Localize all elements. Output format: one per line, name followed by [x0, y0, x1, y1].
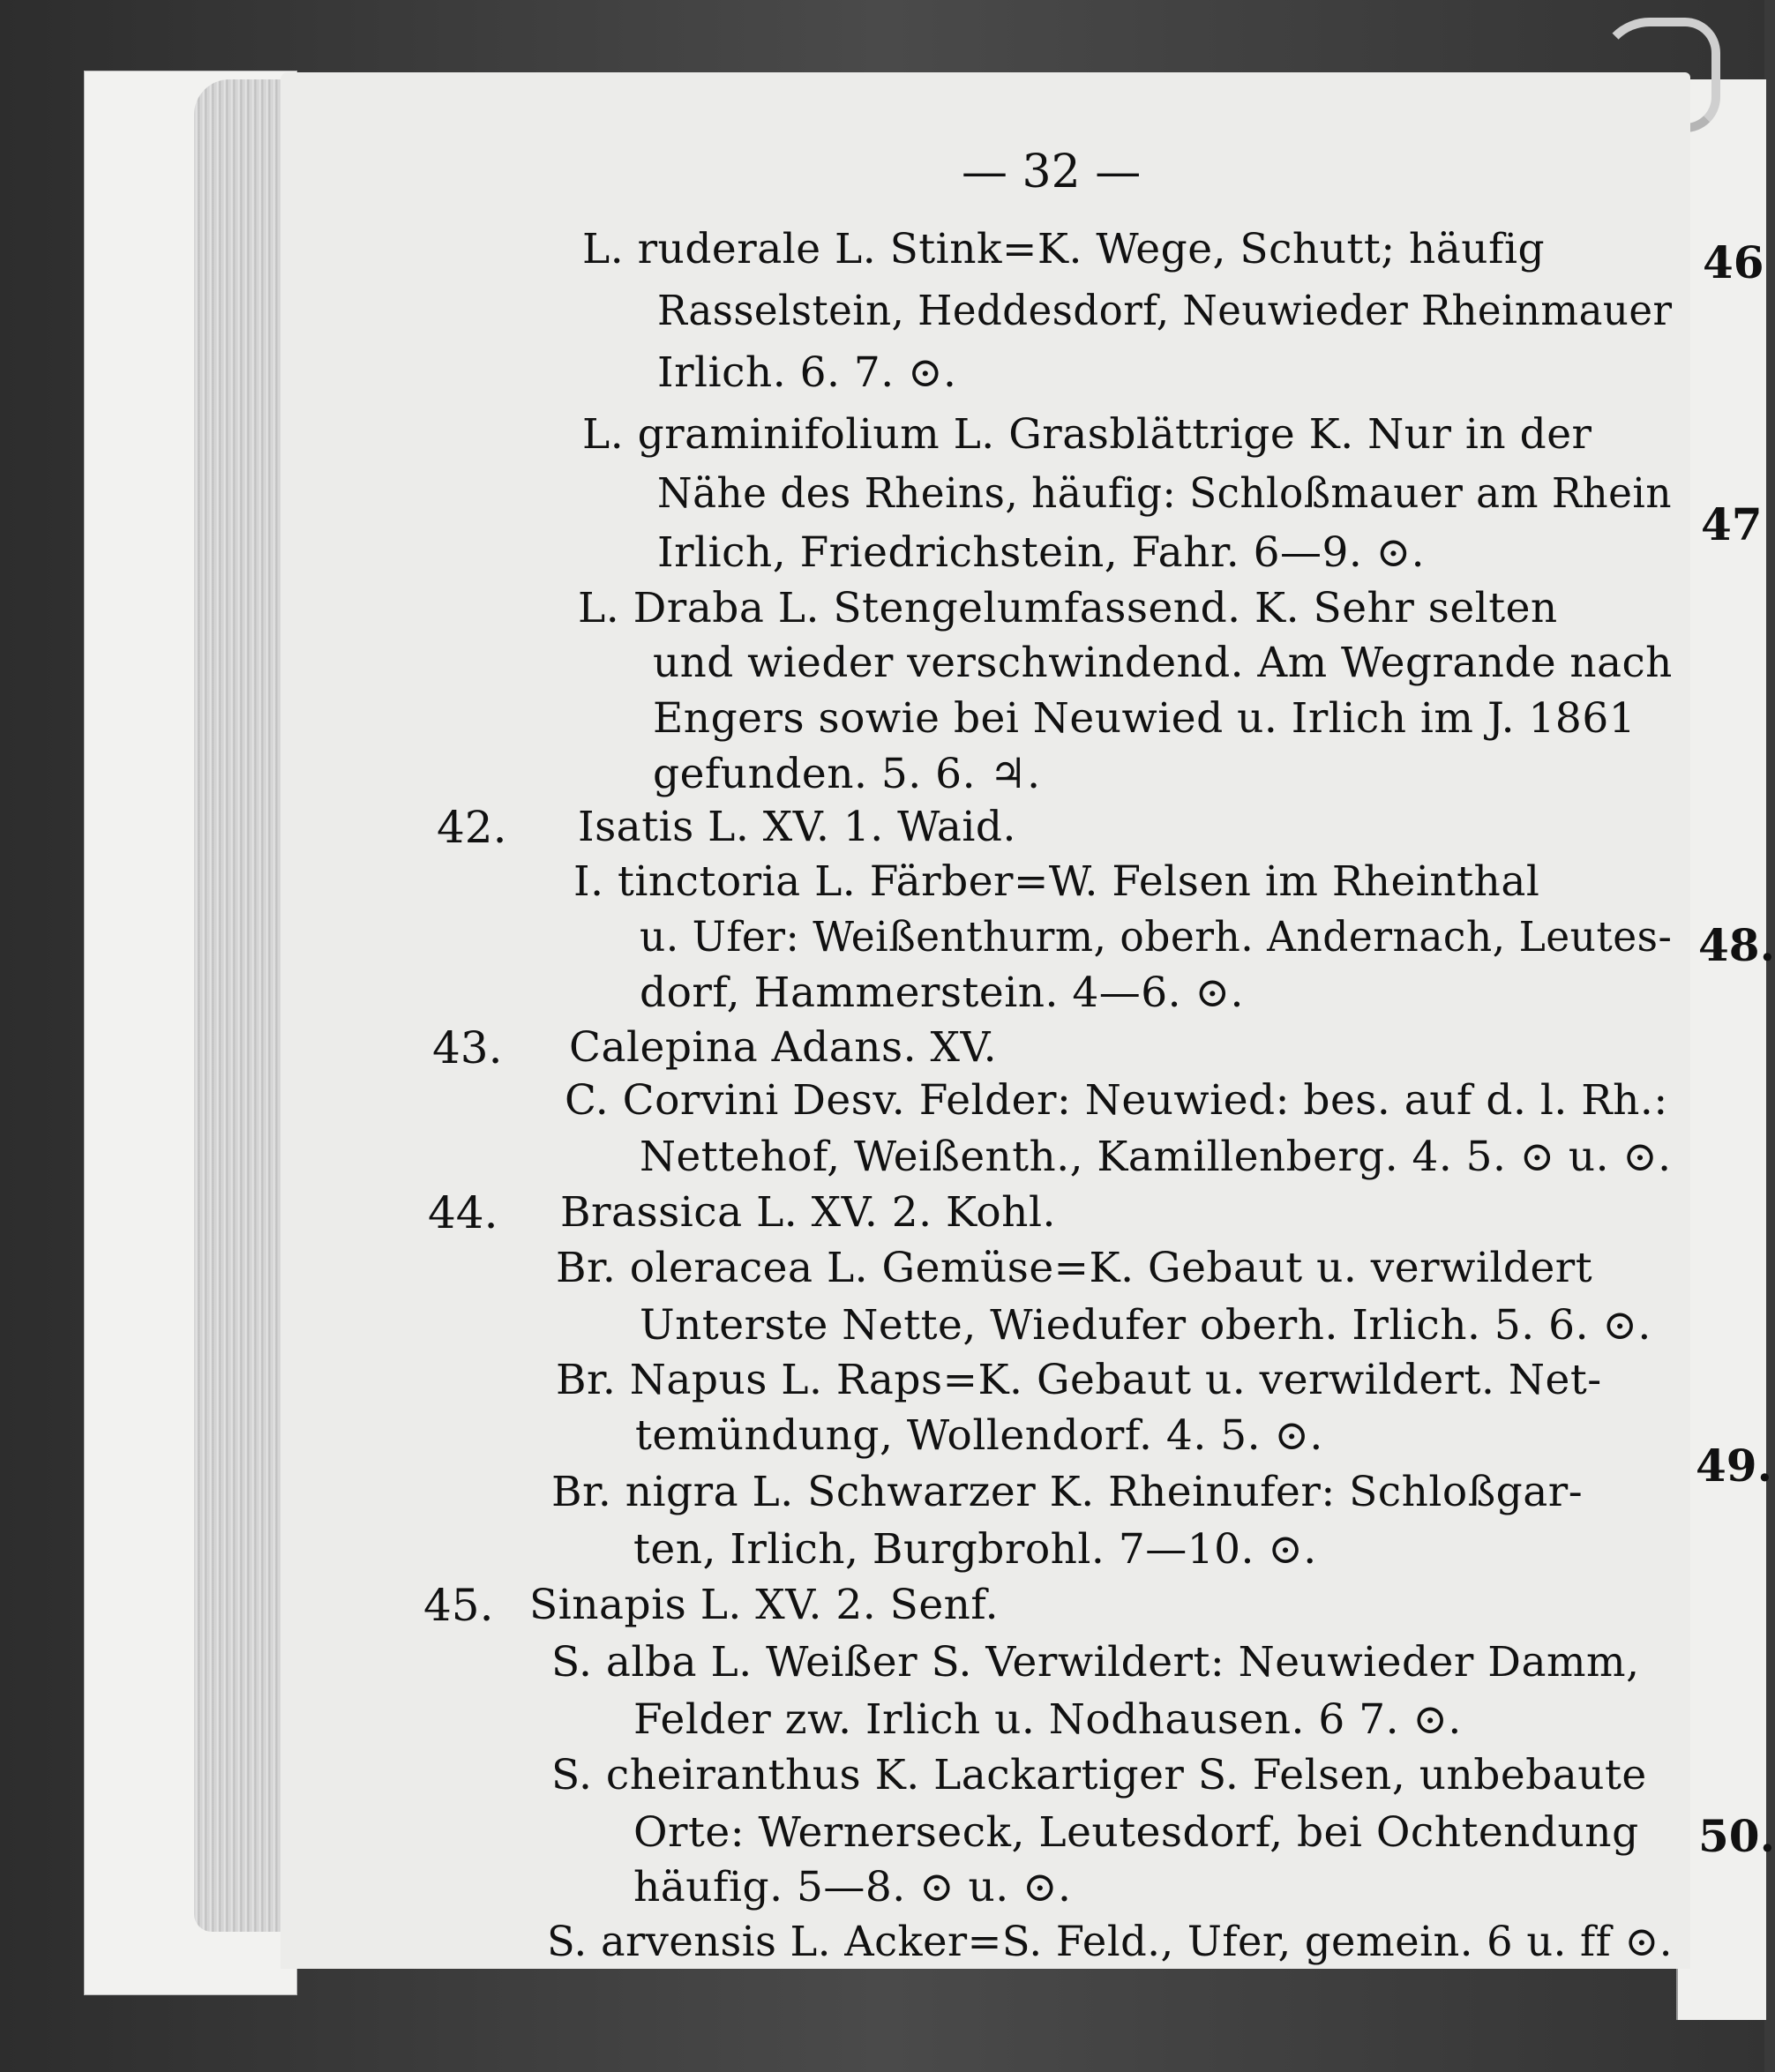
text-line: L. ruderale L. Stink=K. Wege, Schutt; häufig — [582, 225, 1546, 273]
page-number: — 32 — — [962, 146, 1142, 198]
text-line: S. arvensis L. Acker=S. Feld., Ufer, gemein. 6 u. ff ⊙. — [547, 1918, 1674, 1966]
facing-number: 49. — [1696, 1440, 1772, 1492]
text-line: Nettehof, Weißenth., Kamillenberg. 4. 5. ⊙ u. ⊙. — [640, 1133, 1672, 1181]
text-line: Felder zw. Irlich u. Nodhausen. 6 7. ⊙. — [633, 1695, 1462, 1744]
genus-number: 43. — [432, 1022, 503, 1073]
text-line: und wieder verschwindend. Am Wegrande nach — [653, 639, 1673, 687]
facing-number: 46 — [1703, 236, 1764, 288]
text-line: Brassica L. XV. 2. Kohl. — [560, 1188, 1056, 1237]
text-line: Nähe des Rheins, häufig: Schloßmauer am Rhein — [657, 469, 1672, 518]
text-line: L. Draba L. Stengelumfassend. K. Sehr selten — [578, 584, 1558, 632]
text-line: Calepina Adans. XV. — [569, 1023, 998, 1072]
text-line: Orte: Wernerseck, Leutesdorf, bei Ochtendung — [633, 1808, 1639, 1857]
text-line: Engers sowie bei Neuwied u. Irlich im J. 1861 — [653, 694, 1636, 743]
text-line: C. Corvini Desv. Felder: Neuwied: bes. auf d. l. Rh.: — [565, 1076, 1668, 1125]
facing-number: 48. — [1698, 919, 1775, 971]
text-line: häufig. 5—8. ⊙ u. ⊙. — [633, 1863, 1072, 1911]
genus-number: 45. — [423, 1580, 494, 1631]
text-line: temündung, Wollendorf. 4. 5. ⊙. — [635, 1411, 1323, 1460]
facing-number: 47 — [1701, 498, 1763, 550]
text-line: Br. oleracea L. Gemüse=K. Gebaut u. verwildert — [556, 1244, 1593, 1292]
text-line: gefunden. 5. 6. ♃. — [653, 750, 1041, 798]
text-line: Isatis L. XV. 1. Waid. — [578, 803, 1016, 851]
text-line: S. alba L. Weißer S. Verwildert: Neuwieder Damm, — [551, 1638, 1640, 1687]
text-line: Sinapis L. XV. 2. Senf. — [529, 1581, 1000, 1629]
genus-number: 42. — [437, 802, 507, 853]
text-line: ten, Irlich, Burgbrohl. 7—10. ⊙. — [633, 1525, 1317, 1574]
text-line: u. Ufer: Weißenthurm, oberh. Andernach, Leutes- — [640, 913, 1673, 961]
text-line: L. graminifolium L. Grasblättrige K. Nur in der — [582, 410, 1592, 459]
text-line: Unterste Nette, Wiedufer oberh. Irlich. 5. 6. ⊙. — [640, 1301, 1651, 1350]
text-line: Irlich. 6. 7. ⊙. — [657, 348, 957, 397]
text-line: Irlich, Friedrichstein, Fahr. 6—9. ⊙. — [657, 528, 1426, 577]
text-line: S. cheiranthus K. Lackartiger S. Felsen, unbebaute — [551, 1751, 1647, 1799]
genus-number: 44. — [428, 1187, 498, 1238]
text-line: Rasselstein, Heddesdorf, Neuwieder Rheinmauer — [657, 287, 1673, 335]
facing-number: 50. — [1698, 1810, 1775, 1862]
text-line: Br. Napus L. Raps=K. Gebaut u. verwildert. Net- — [556, 1356, 1602, 1404]
text-line: I. tinctoria L. Färber=W. Felsen im Rheinthal — [573, 857, 1540, 906]
text-line: dorf, Hammerstein. 4—6. ⊙. — [640, 969, 1244, 1017]
text-line: Br. nigra L. Schwarzer K. Rheinufer: Schloßgar- — [551, 1468, 1584, 1516]
